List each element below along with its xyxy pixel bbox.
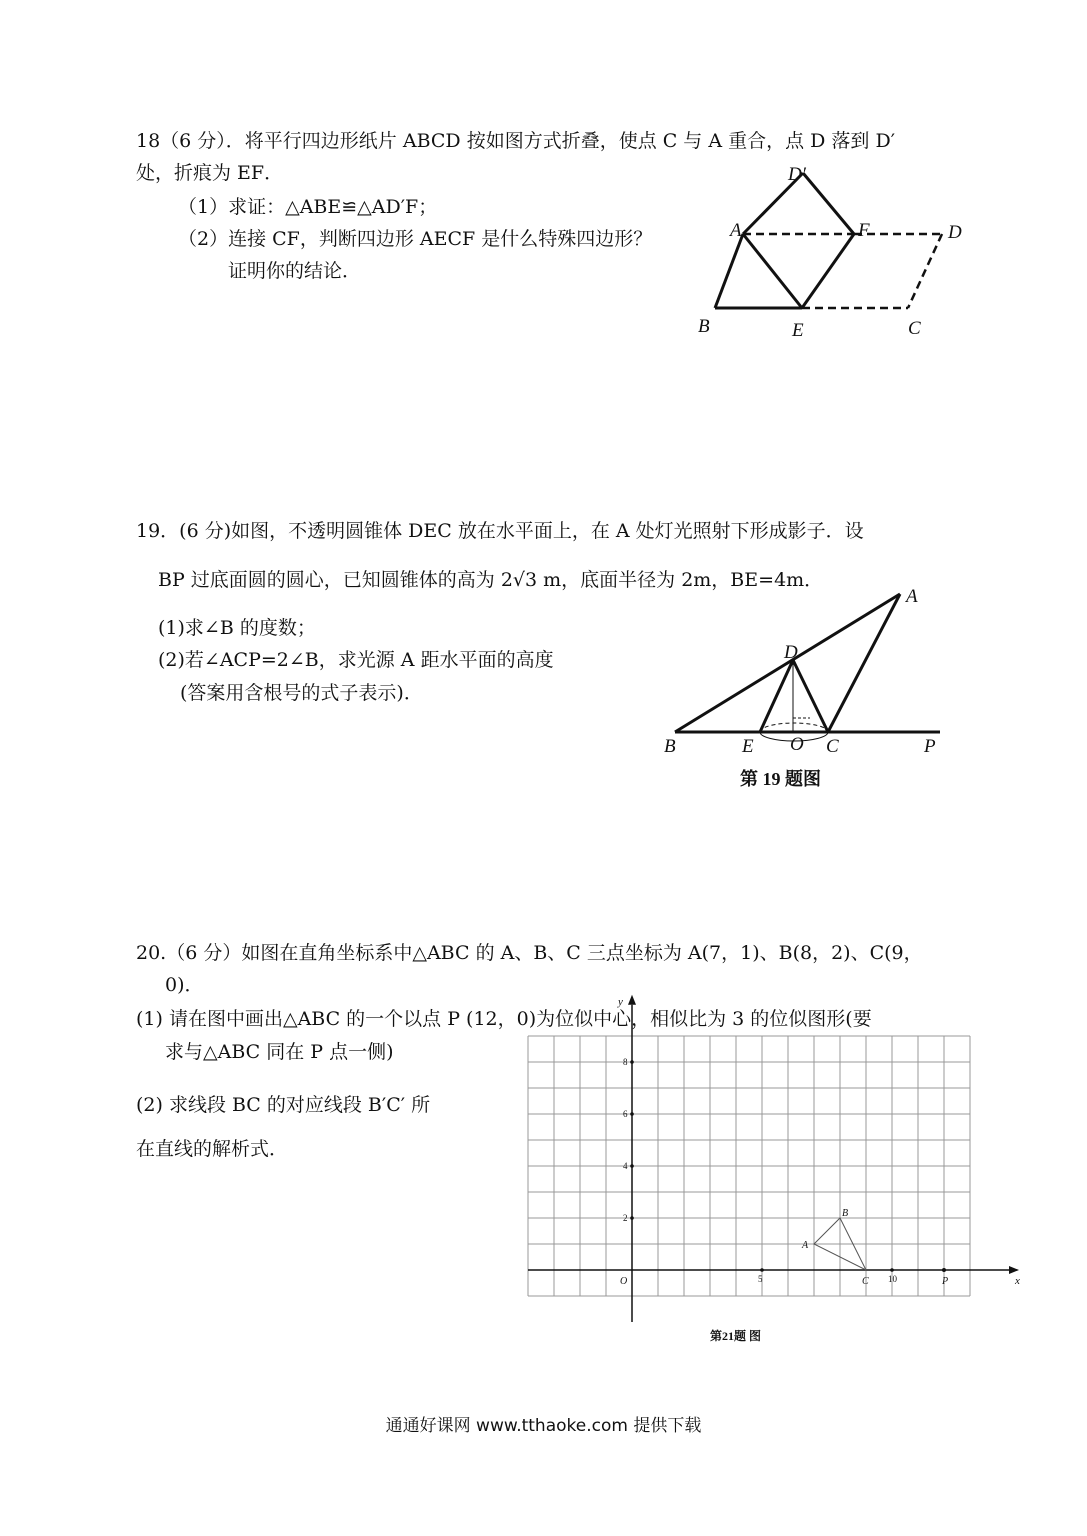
y-axis-label: y — [618, 995, 623, 1008]
q20-line2: 0)． — [165, 974, 204, 996]
q18-label-b: B — [698, 316, 710, 337]
q18-label-f: F — [858, 220, 870, 241]
q19-line1: 19．(6 分)如图，不透明圆锥体 DEC 放在水平面上，在 A 处灯光照射下形成影子．设 — [136, 520, 864, 542]
x-tick — [760, 1268, 764, 1272]
q18-part1: （1）求证：△ABE≌△AD′F； — [178, 196, 438, 218]
x-tick-label: 10 — [888, 1274, 897, 1284]
x-axis-label: x — [1015, 1275, 1020, 1287]
q19-label-e: E — [742, 736, 754, 757]
q19-part1: (1)求∠B 的度数； — [158, 617, 316, 639]
q19-label-c: C — [826, 736, 839, 757]
q19-label-b: B — [664, 736, 676, 757]
q18-figure — [690, 160, 980, 345]
q19-part2: (2)若∠ACP=2∠B，求光源 A 距水平面的高度 — [158, 649, 554, 671]
q20-part2b: 在直线的解析式． — [136, 1138, 289, 1160]
q18-line1: 18（6 分）．将平行四边形纸片 ABCD 按如图方式折叠，使点 C 与 A 重合，点 D 落到 D′ — [136, 130, 896, 152]
q19-part2b: (答案用含根号的式子表示)． — [180, 682, 423, 704]
q19-caption: 第 19 题图 — [740, 769, 821, 789]
q18-label-d-prime: D′ — [788, 164, 806, 185]
q19-label-a: A — [906, 586, 918, 607]
q20-part1b: 求与△ABC 同在 P 点一侧) — [165, 1041, 394, 1063]
q18-part2b: 证明你的结论． — [228, 260, 362, 282]
q19-label-d: D — [784, 642, 798, 663]
y-tick-label: 4 — [623, 1161, 628, 1171]
point-label-p: P — [942, 1276, 949, 1287]
point-label-c: C — [862, 1276, 869, 1287]
x-tick-label: 5 — [758, 1274, 763, 1284]
y-tick — [630, 1060, 634, 1064]
q19-label-p: P — [924, 736, 936, 757]
q18-label-c: C — [908, 318, 921, 339]
footer: 通通好课网 www.tthaoke.com 提供下载 — [385, 1416, 702, 1436]
q18-part2: （2）连接 CF，判断四边形 AECF 是什么特殊四边形？ — [178, 228, 653, 250]
q18-label-a: A — [730, 220, 742, 241]
y-tick-label: 8 — [623, 1057, 628, 1067]
y-axis-arrow — [628, 995, 636, 1005]
point-label-b: B — [842, 1208, 849, 1219]
q20-caption: 第21题 图 — [710, 1329, 762, 1344]
q20-part1a: (1) 请在图中画出△ABC 的一个以点 P (12，0)为位似中心，相似比为 3 的位似图形(要 — [136, 1008, 872, 1030]
x-axis-arrow — [1009, 1266, 1019, 1274]
y-tick-label: 6 — [623, 1109, 628, 1119]
q19-figure — [660, 580, 960, 789]
x-tick — [890, 1268, 894, 1272]
q19-label-o: O — [790, 734, 804, 755]
q20-coordinate-grid — [520, 995, 1020, 1350]
y-tick — [630, 1112, 634, 1116]
q20-line1: 20.（6 分）如图在直角坐标系中△ABC 的 A、B、C 三点坐标为 A(7，1)、B(8，2)、C(9， — [136, 942, 923, 964]
q20-part2a: (2) 求线段 BC 的对应线段 B′C′ 所 — [136, 1094, 431, 1116]
q18-label-e: E — [792, 320, 804, 341]
y-tick-label: 2 — [623, 1213, 628, 1223]
y-tick — [630, 1216, 634, 1220]
q18-label-d: D — [948, 222, 962, 243]
y-tick — [630, 1164, 634, 1168]
point-label-a: A — [802, 1240, 809, 1251]
q19-line2: BP 过底面圆的圆心，已知圆锥体的高为 2√3 m，底面半径为 2m，BE=4m． — [158, 569, 824, 591]
q18-line2: 处，折痕为 EF． — [136, 162, 284, 184]
origin-label: O — [620, 1276, 628, 1287]
point-p — [942, 1268, 946, 1272]
